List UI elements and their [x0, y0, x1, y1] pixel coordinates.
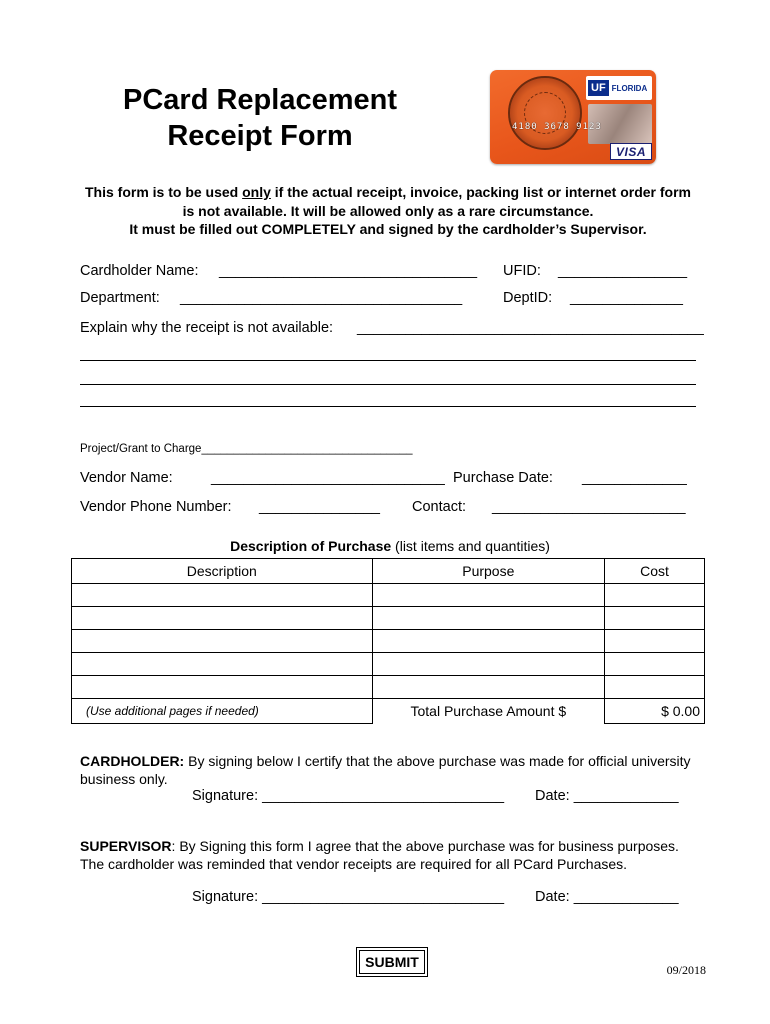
pcard-image [490, 70, 656, 164]
description-cell[interactable] [72, 607, 373, 630]
page-title [60, 82, 460, 154]
column-header-description: Description [72, 559, 373, 584]
column-header-purpose: Purpose [372, 559, 605, 584]
table-row [72, 607, 705, 630]
description-cell[interactable] [72, 584, 373, 607]
intro-part-2: if the actual receipt, invoice, packing list or internet order form is not available. It will be allowed only as a rare circumstance. [182, 184, 692, 219]
supervisor-label: SUPERVISOR [80, 838, 172, 854]
supervisor-signature-row [192, 889, 504, 905]
table-header-row [72, 559, 705, 584]
total-row [72, 699, 705, 724]
revision-date: 09/2018 [666, 963, 706, 977]
supervisor-date-label: Date: [535, 889, 570, 905]
title-line-2: Receipt Form [167, 120, 353, 152]
table-row [72, 653, 705, 676]
cost-cell[interactable] [605, 653, 705, 676]
cardholder-name-field[interactable]: ________________________________ [219, 263, 478, 279]
ufid-field[interactable]: ________________ [558, 263, 688, 279]
total-purchase-value: $ 0.00 [605, 699, 705, 724]
supervisor-date-row [535, 889, 679, 905]
deptid-field[interactable]: ______________ [570, 290, 683, 306]
cost-cell[interactable] [605, 607, 705, 630]
table-row [72, 676, 705, 699]
cardholder-signature-field[interactable]: ______________________________ [262, 788, 505, 804]
supervisor-signature-field[interactable]: ______________________________ [262, 889, 505, 905]
additional-pages-note: (Use additional pages if needed) [72, 699, 373, 724]
intro-part-1: This form is to be used [84, 184, 243, 200]
supervisor-certification [80, 837, 700, 873]
supervisor-signature-label: Signature: [192, 889, 259, 905]
project-grant-label: Project/Grant to Charge [80, 443, 202, 455]
cardholder-certification [80, 752, 700, 788]
visa-logo-icon: VISA [610, 143, 652, 160]
purchase-table [71, 558, 705, 724]
table-row [72, 630, 705, 653]
vendor-phone-label: Vendor Phone Number: [80, 499, 232, 515]
cardholder-date-field[interactable]: _____________ [573, 788, 679, 804]
purpose-cell[interactable] [372, 630, 605, 653]
intro-text [78, 183, 698, 239]
purchase-section-heading [80, 538, 700, 554]
university-seal-icon [508, 76, 582, 150]
vendor-name-label: Vendor Name: [80, 470, 173, 486]
project-grant-field[interactable]: _________________________________ [201, 443, 413, 455]
description-cell[interactable] [72, 676, 373, 699]
explain-line-3[interactable] [80, 384, 696, 385]
uf-logo-mark: UF [588, 80, 609, 96]
vendor-name-field[interactable]: _____________________________ [211, 470, 445, 486]
purpose-cell[interactable] [372, 584, 605, 607]
card-number: 4180 3678 9123 [512, 122, 602, 132]
cardholder-signature-row [192, 788, 504, 804]
vendor-phone-field[interactable]: _______________ [259, 499, 380, 515]
department-label: Department: [80, 290, 160, 306]
contact-label: Contact: [412, 499, 466, 515]
uf-logo [586, 76, 652, 100]
purpose-cell[interactable] [372, 653, 605, 676]
uf-logo-text: FLORIDA [611, 83, 648, 93]
title-line-1: PCard Replacement [123, 84, 397, 116]
cardholder-name-label: Cardholder Name: [80, 263, 199, 279]
purchase-heading-bold: Description of Purchase [230, 538, 392, 554]
explain-line-4[interactable] [80, 406, 696, 407]
purchase-date-field[interactable]: _____________ [582, 470, 687, 486]
cost-cell[interactable] [605, 584, 705, 607]
purchase-heading-rest: (list items and quantities) [391, 538, 550, 554]
explain-line-2[interactable] [80, 360, 696, 361]
purchase-date-label: Purchase Date: [453, 470, 553, 486]
department-field[interactable]: ___________________________________ [180, 290, 463, 306]
column-header-cost: Cost [605, 559, 705, 584]
explain-label: Explain why the receipt is not available: [80, 320, 334, 336]
cardholder-label: CARDHOLDER: [80, 753, 185, 769]
deptid-label: DeptID: [503, 290, 553, 306]
description-cell[interactable] [72, 653, 373, 676]
supervisor-text: : By Signing this form I agree that the above purchase was for business purposes. The cardholder was reminded that vendor receipts are required for all PCard Purchases. [80, 838, 679, 872]
purpose-cell[interactable] [372, 676, 605, 699]
intro-line-3: It must be filled out COMPLETELY and signed by the cardholder’s Supervisor. [129, 221, 647, 237]
cardholder-signature-label: Signature: [192, 788, 259, 804]
cardholder-text: By signing below I certify that the above purchase was made for official university business only. [80, 753, 691, 787]
table-row [72, 584, 705, 607]
explain-field[interactable]: ___________________________________________ [357, 320, 704, 336]
cost-cell[interactable] [605, 676, 705, 699]
purpose-cell[interactable] [372, 607, 605, 630]
ufid-label: UFID: [503, 263, 541, 279]
supervisor-date-field[interactable]: _____________ [573, 889, 679, 905]
cost-cell[interactable] [605, 630, 705, 653]
description-cell[interactable] [72, 630, 373, 653]
cardholder-date-label: Date: [535, 788, 570, 804]
cardholder-date-row [535, 788, 679, 804]
total-purchase-label: Total Purchase Amount $ [410, 703, 567, 720]
intro-underlined: only [242, 184, 271, 200]
submit-button[interactable]: SUBMIT [359, 950, 425, 974]
contact-field[interactable]: ________________________ [492, 499, 686, 515]
card-side-text [492, 76, 502, 156]
project-grant-row [80, 443, 413, 455]
